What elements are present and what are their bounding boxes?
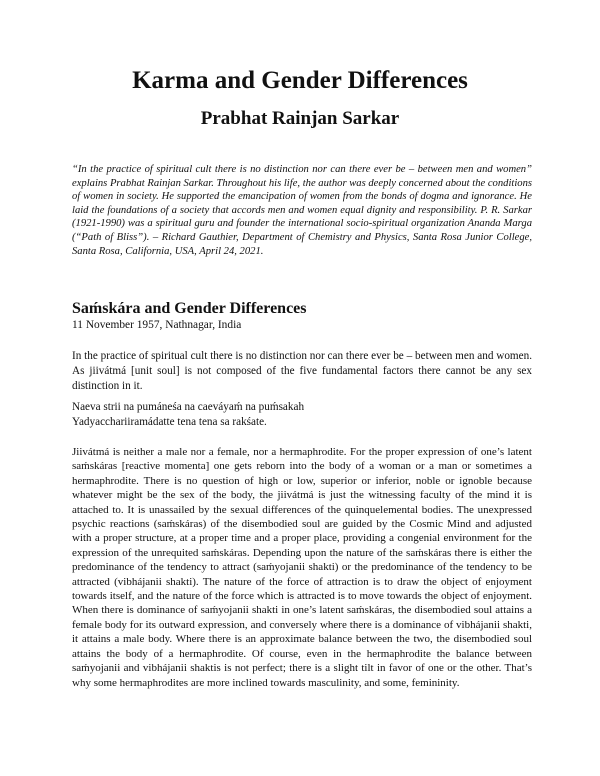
document-title: Karma and Gender Differences (132, 67, 468, 94)
verse-line-2: Yadyacchariiramádatte tena tena sa rakśate. (72, 416, 267, 428)
paragraph-2: Jiivátmá is neither a male nor a female, nor a hermaphrodite. For the proper expression of one’s latent saḿskáras [reactive momenta] one gets reborn into the body of a woman or a man or sometimes a hermaphrodite. There is no question of high or low, superior or inferior, noble or ignoble because whatever might be the sex of the body, the jiivátmá is just the witnessing faculty of the mind it is attached to. It is unassailed by the sexual differences of the quinquelemental bodies. The unexpressed psychic reactions (saḿskáras) of the disembodied soul are guided by the Cosmic Mind and adjusted with a proper structure, at a proper time and a proper place, providing a congenial environment for the expression of the unrequited saḿskáras. Depending upon the nature of the saḿskáras there is either the predominance of the tendency to attract (saḿyojanii shakti) or the predominance of the tendency to be attracted (vibhájanii shakti). The nature of the force of attraction is to draw the object of enjoyment towards itself, and the nature of the force which is attracted is to move towards the object of enjoyment. When there is dominance of saḿyojanii shakti in one’s latent saḿskáras, the disembodied soul attains a female body for its outward expression, and conversely where there is a dominance of vibhájanii shakti, it attains a male body. Where there is an approximate balance between the two, the disembodied soul attains the body of a hermaphrodite. Of course, even in the hermaphrodite the balance between saḿyojanii and vibhájanii shaktis is not perfect; there is a slight tilt in favor of one or the other. That’s why some hermaphrodites are more inclined towards masculinity, and some, femininity. (72, 446, 532, 689)
intro-quote: “In the practice of spiritual cult there is no distinction nor can there ever be – between men and women” explains Prabhat Rainjan Sarkar. Throughout his life, the author was deeply concerned about the conditions of women in society. He supported the emancipation of women from the bonds of dogma and ignorance. He laid the foundations of a society that accords men and women equal dignity and responsibility. P. R. Sarkar (1921-1990) was a spiritual guru and founder the international socio-spiritual organization Ananda Marga (“Path of Bliss”). – Richard Gauthier, Department of Chemistry and Physics, Santa Rosa Junior College, Santa Rosa, California, USA, April 24, 2021. (72, 164, 532, 257)
section-date: 11 November 1957, Nathnagar, India (72, 319, 242, 331)
verse-block (72, 400, 532, 430)
paragraph-1: In the practice of spiritual cult there is no distinction nor can there ever be – between men and women. As jiivátmá [unit soul] is not composed of the five fundamental factors there cannot be any sex distinction in it. (72, 350, 532, 392)
section-heading: Saḿskára and Gender Differences (72, 300, 307, 317)
author-name: Prabhat Rainjan Sarkar (200, 108, 400, 129)
verse-line-1: Naeva strii na pumáneśa na caeváyaḿ na puḿsakah (72, 401, 305, 413)
